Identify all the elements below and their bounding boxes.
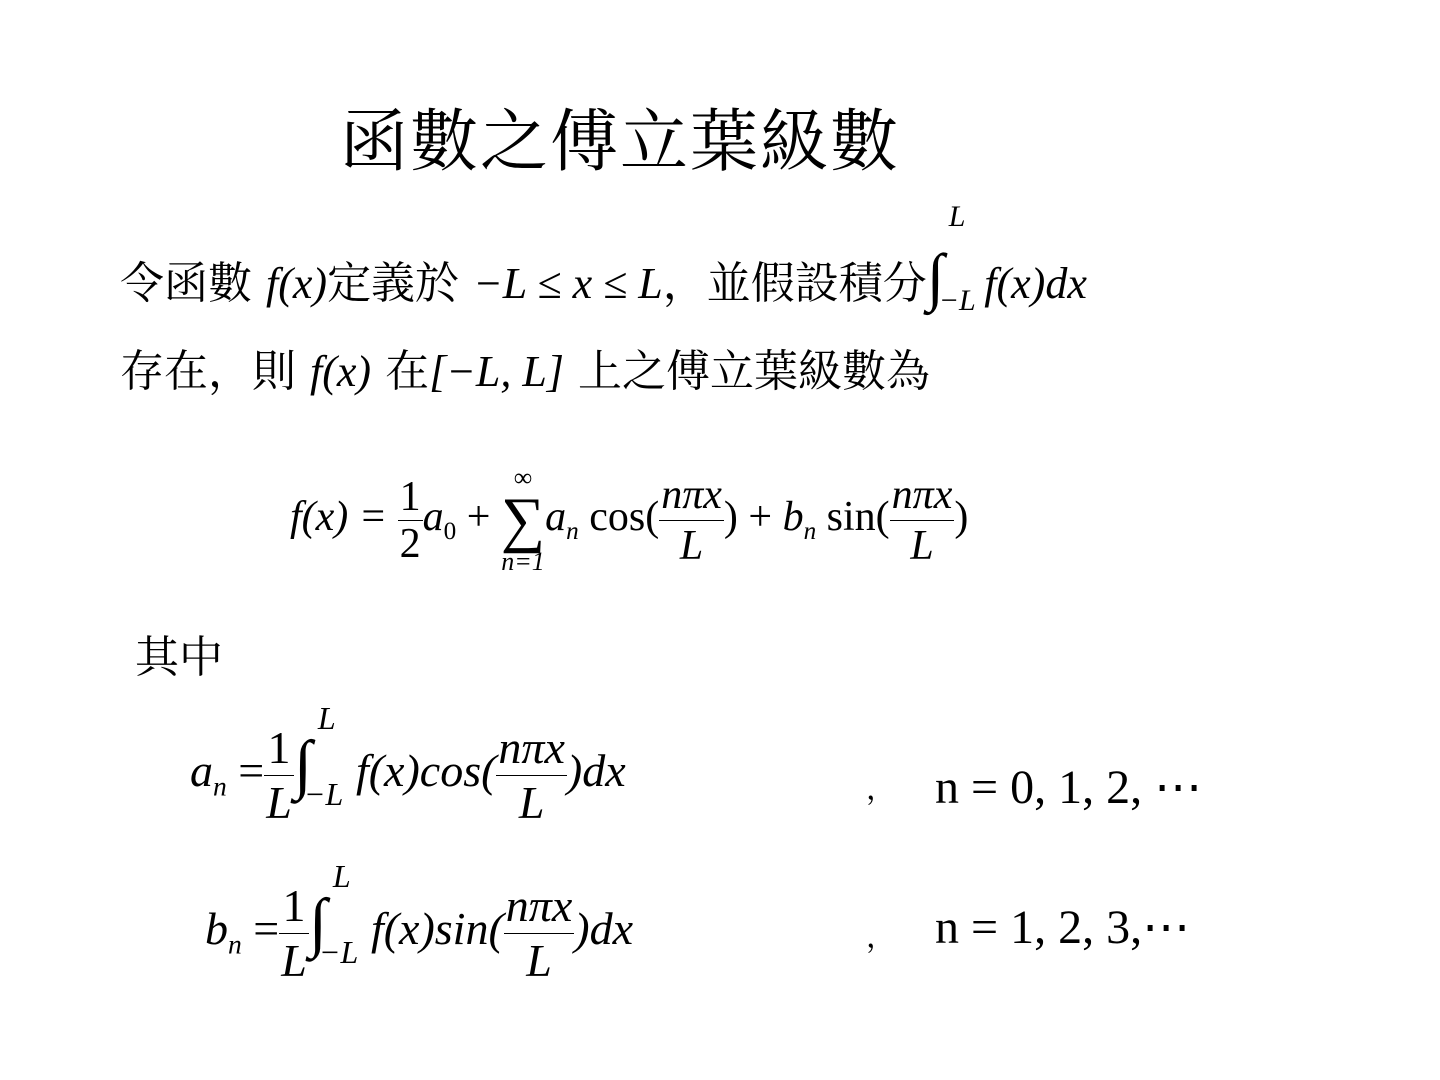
- cos-arg-den: L: [679, 522, 704, 569]
- close-paren: ): [954, 494, 969, 540]
- cos-arg-num: nπx: [659, 470, 724, 521]
- an-inner-fraction: [496, 721, 566, 830]
- function-fx: f(x): [266, 259, 328, 308]
- an-sub: n: [566, 517, 579, 545]
- bn-coef-num: 1: [279, 879, 309, 934]
- an-inner-den: L: [518, 776, 545, 828]
- an-integrand: f(x)cos(: [355, 745, 497, 796]
- page-title: 函數之傅立葉級數: [340, 103, 901, 182]
- intro-line-1: [120, 200, 1087, 322]
- integral-lower: −L: [938, 284, 976, 317]
- an-tail: )dx: [566, 745, 626, 796]
- bn-integrand: f(x)sin(: [370, 903, 504, 954]
- bn-n-values: n = 1, 2, 3,⋯: [935, 901, 1191, 954]
- sin-func: sin(: [826, 494, 890, 540]
- bn-coef-fraction: [279, 879, 309, 988]
- an-coef-num: 1: [264, 721, 294, 776]
- an-coef-den: L: [266, 776, 292, 828]
- an-int-lower: −L: [303, 776, 344, 812]
- integral-sign: ∫ L −L: [926, 200, 976, 317]
- bn-integral-sign: ∫ L −L: [308, 858, 359, 970]
- an-integral-sign: ∫ L −L: [293, 700, 344, 812]
- function-fx-2: f(x): [310, 347, 372, 396]
- bn-eq: =: [253, 903, 280, 954]
- integral-upper: L: [948, 200, 966, 233]
- an-eq: =: [238, 745, 265, 796]
- half-num: 1: [399, 473, 421, 520]
- an-inner-num: nπx: [496, 721, 566, 776]
- cos-arg-fraction: [659, 470, 724, 571]
- fourier-series-formula: [290, 452, 968, 582]
- sin-arg-num: nπx: [890, 470, 955, 521]
- intro-text-a: 令函數: [120, 258, 252, 309]
- domain-range: −L ≤ x ≤ L: [473, 259, 663, 308]
- bn-inner-num: nπx: [504, 879, 574, 934]
- intro-text-f: 上之傅立葉級數為: [577, 346, 930, 397]
- bn-term: b: [782, 494, 804, 540]
- bn-sub: n: [803, 517, 817, 545]
- half-den: 2: [399, 520, 421, 567]
- an-comma: ，: [866, 772, 896, 807]
- cos-func: cos(: [589, 494, 660, 540]
- an-lhs-sub: n: [213, 770, 227, 802]
- plus-sign: +: [466, 494, 491, 540]
- bn-int-lower: −L: [318, 934, 359, 970]
- an-formula: [190, 700, 626, 830]
- sin-arg-den: L: [910, 522, 934, 569]
- an-int-upper: L: [317, 700, 336, 736]
- bn-inner-den: L: [526, 934, 552, 986]
- bn-tail: )dx: [574, 903, 633, 954]
- sin-arg-fraction: [890, 470, 955, 571]
- bn-comma: ，: [866, 920, 896, 955]
- sum-lower: n=1: [501, 547, 545, 577]
- series-lhs: f(x) =: [290, 494, 388, 540]
- where-label: 其中: [135, 632, 223, 683]
- bn-coef-den: L: [281, 934, 307, 986]
- bn-lhs-sub: n: [228, 928, 242, 960]
- intro-text-e: 在: [385, 346, 430, 397]
- summation: [501, 464, 545, 577]
- bn-formula: [205, 858, 633, 988]
- a0-sub: 0: [443, 517, 457, 545]
- bn-int-upper: L: [332, 858, 351, 894]
- interval: [−L, L]: [429, 347, 564, 396]
- half-fraction: [398, 474, 423, 567]
- sigma-icon: ∑: [500, 486, 546, 555]
- an-n-values: n = 0, 1, 2, ⋯: [935, 761, 1203, 814]
- bn-lhs: b: [205, 903, 228, 954]
- integrand: f(x)dx: [984, 259, 1087, 308]
- an-coef-fraction: [264, 721, 294, 830]
- intro-text-d: 存在，則: [120, 346, 296, 397]
- an-lhs: a: [190, 745, 213, 796]
- sum-upper: ∞: [513, 462, 533, 492]
- intro-text-b: 定義於: [327, 258, 460, 309]
- intro-text-c: ，並假設積分: [662, 258, 927, 309]
- close-plus: ) +: [723, 494, 773, 540]
- intro-line-2: [120, 342, 930, 402]
- bn-inner-fraction: [504, 879, 574, 988]
- an-term: a: [545, 494, 567, 540]
- a0-term: a: [422, 494, 444, 540]
